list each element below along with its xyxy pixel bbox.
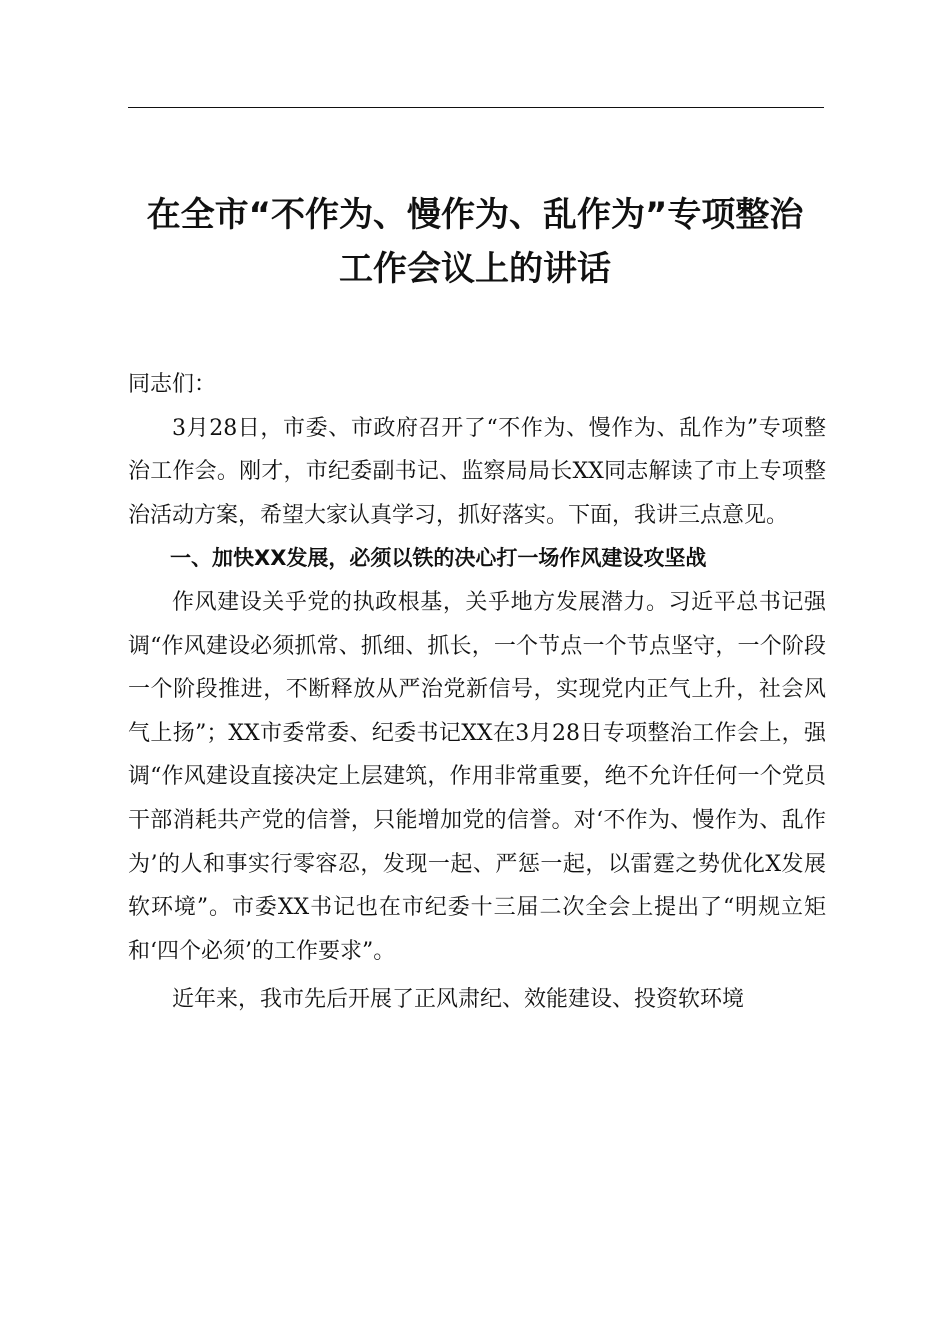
section-heading-1: 一、加快XX发展，必须以铁的决心打一场作风建设攻坚战 — [170, 546, 707, 571]
paragraph-section1-1: 作风建设关乎党的执政根基，关乎地方发展潜力。习近平总书记强调“作风建设必须抓常、抓细、抓长，一个节点一个节点坚守，一个阶段一个阶段推进，不断释放从严治党新信号，实现党内正气上升，社会风气上扬”；XX市委常委、纪委书记XX在3月28日专项整治工作会上，强调“作风建设直接决定上层建筑，作用非常重要，绝不允许任何一个党员干部消耗共产党的信誉，只能增加党的信誉。对‘不作为、慢作为、乱作为’的人和事实行零容忍，发现一起、严惩一起，以雷霆之势优化X发展软环境”。市委XX书记也在市纪委十三届二次全会上提出了“明规立矩和‘四个必须’的工作要求”。 — [128, 589, 826, 964]
document-title — [100, 188, 850, 296]
paragraph-section1-2: 近年来，我市先后开展了正风肃纪、效能建设、投资软环境 — [172, 987, 745, 1013]
paragraph-intro: 3月28日，市委、市政府召开了“不作为、慢作为、乱作为”专项整治工作会。刚才，市纪委副书记、监察局局长XX同志解读了市上专项整治活动方案，希望大家认真学习，抓好落实。下面，我讲三点意见。 — [128, 415, 826, 528]
header-rule — [128, 107, 824, 108]
title-line-2: 工作会议上的讲话 — [339, 249, 611, 289]
document-body — [128, 363, 826, 1022]
salutation: 同志们： — [128, 372, 217, 397]
title-line-1: 在全市“不作为、慢作为、乱作为”专项整治 — [146, 195, 804, 235]
